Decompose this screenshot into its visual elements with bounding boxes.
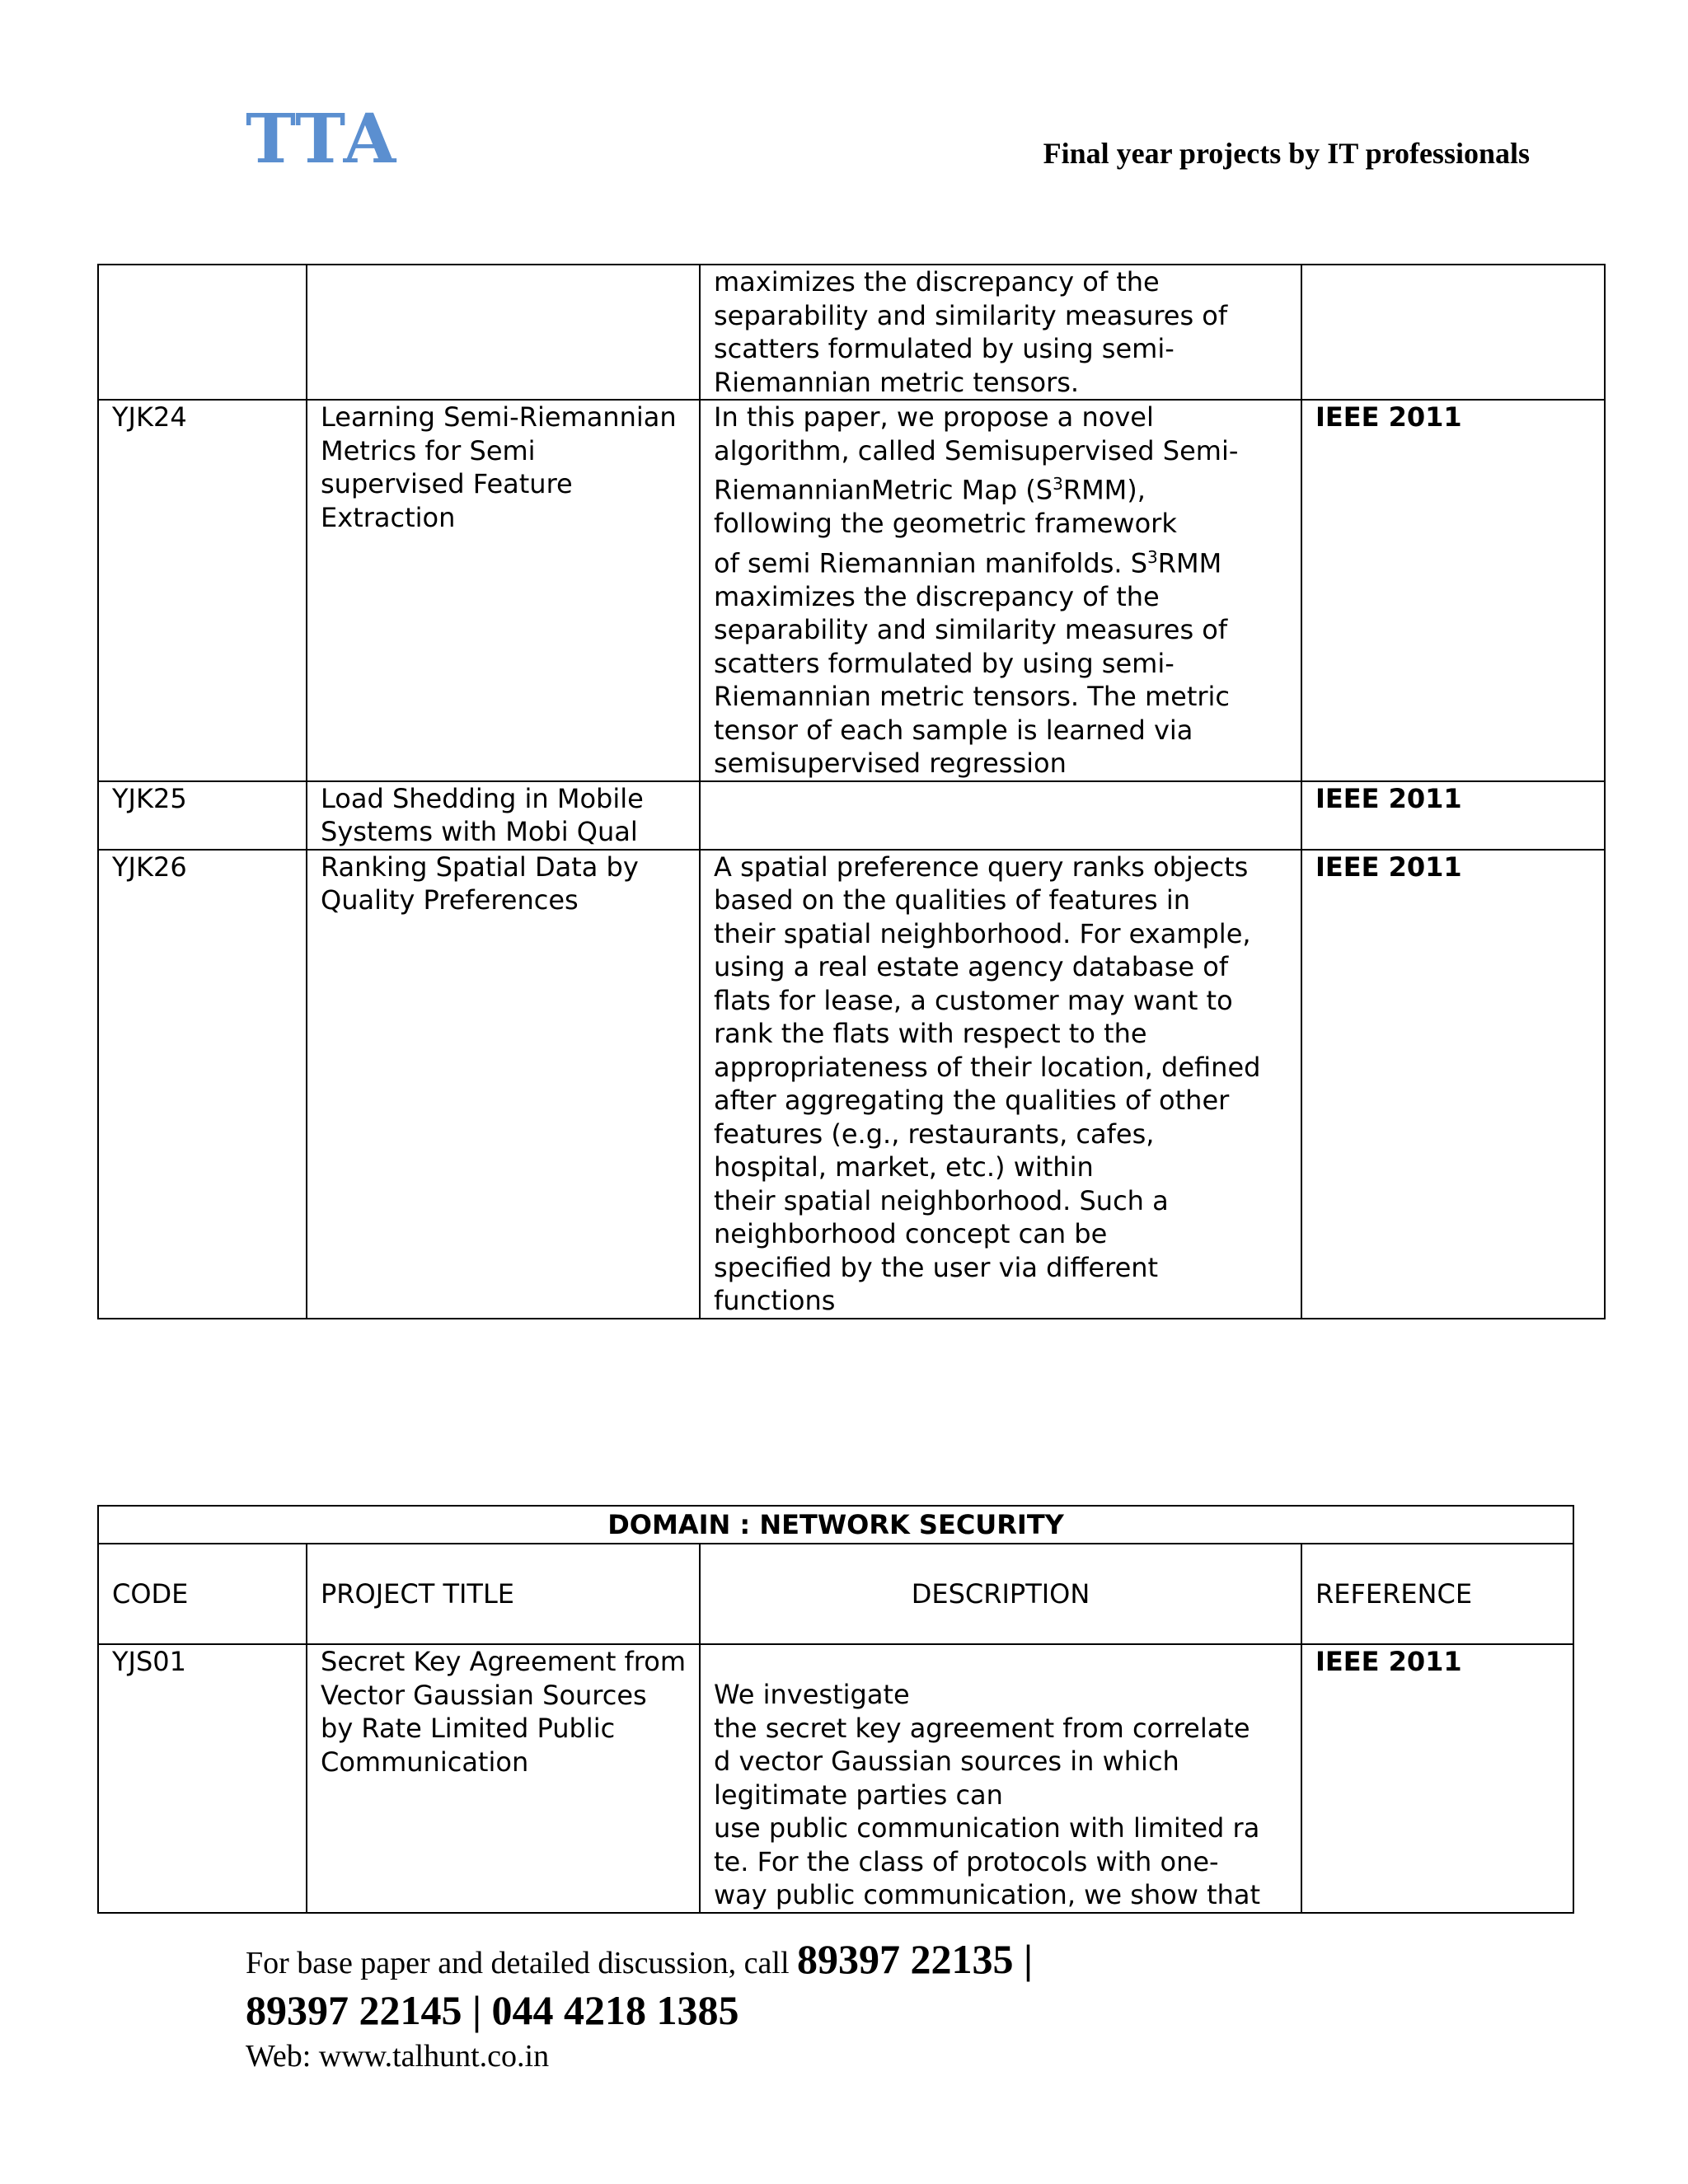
description-cell: A spatial preference query ranks objects based on the qualities of features in their spatial neighborhood. For example, using a real estate agency database of flats for lease, a customer may want to rank the flats with respect to the appropriateness of their location, defined after aggregating the qualities of other features (e.g., restaurants, cafes, hospital, market, etc.) within their spatial neighborhood. Such a neighborhood concept can be specified by the user via different functions [700,850,1301,1319]
network-security-table [97,1505,1574,1914]
domain-title: DOMAIN : NETWORK SECURITY [98,1506,1573,1544]
code-cell: YJK26 [98,850,307,1319]
brand-logo: TTA [246,100,398,179]
reference-cell [1301,265,1605,400]
code-cell [98,265,307,400]
header-title: PROJECT TITLE [307,1544,700,1644]
projects-table-continued [97,264,1606,1319]
header-tagline: Final year projects by IT professionals [1043,137,1530,170]
description-cell: In this paper, we propose a novel algorithm, called Semisupervised Semi- RiemannianMetric Map $(S^3RMM)$, following the geometric framework of semi Riemannian manifolds. $S^3RMM$ maximizes the discrepancy of the separability and similarity measures of scatters formulated by using semi- Riemannian metric tensors. The metric tensor of each sample is learned via semisupervised regression [700,400,1301,781]
table-row [98,850,1605,1319]
footer-phone-1: 89397 22135 | [797,1936,1034,1982]
table-row [98,781,1605,850]
title-cell: Load Shedding in Mobile Systems with Mobi Qual [307,781,700,850]
code-cell: YJK25 [98,781,307,850]
title-cell: Secret Key Agreement from Vector Gaussian Sources by Rate Limited Public Communication [307,1644,700,1913]
footer-call-prefix: For base paper and detailed discussion, call [246,1946,798,1980]
header-reference: REFERENCE [1301,1544,1573,1644]
table-row [98,400,1605,781]
header-code: CODE [98,1544,307,1644]
description-cell: We investigate the secret key agreement from correlate d vector Gaussian sources in which legitimate parties can use public communication with limited ra te. For the class of protocols with one- way public communication, we show that [700,1644,1301,1913]
reference-cell: IEEE 2011 [1301,400,1605,781]
header-description: DESCRIPTION [700,1544,1301,1644]
footer-call-line [246,1938,1033,1980]
code-cell: YJK24 [98,400,307,781]
code-cell: YJS01 [98,1644,307,1913]
domain-row [98,1506,1573,1544]
table-row [98,265,1605,400]
footer-phones: 89397 22145 | 044 4218 1385 [246,1987,739,2033]
header-row [98,1544,1573,1644]
title-cell: Ranking Spatial Data by Quality Preferences [307,850,700,1319]
table-row [98,1644,1573,1913]
description-cell: maximizes the discrepancy of the separability and similarity measures of scatters formulated by using semi- Riemannian metric tensors. [700,265,1301,400]
reference-cell: IEEE 2011 [1301,1644,1573,1913]
title-cell [307,265,700,400]
title-cell: Learning Semi-Riemannian Metrics for Semi supervised Feature Extraction [307,400,700,781]
reference-cell: IEEE 2011 [1301,781,1605,850]
reference-cell: IEEE 2011 [1301,850,1605,1319]
footer-web: Web: www.talhunt.co.in [246,2039,550,2074]
description-cell [700,781,1301,850]
